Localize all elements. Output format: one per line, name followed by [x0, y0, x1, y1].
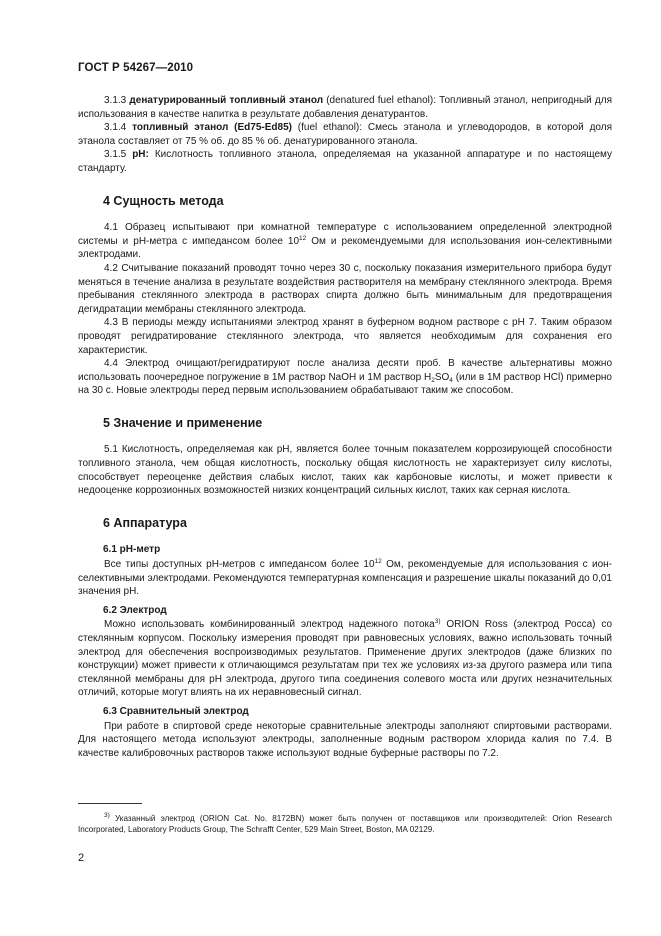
definition-number: 3.1.4 — [104, 122, 127, 134]
footnote-reference[interactable]: 3) — [434, 618, 441, 626]
definition-term: pH: — [132, 149, 149, 161]
text-run: Можно использовать комбинированный электрод надежного потока — [104, 619, 435, 631]
definition-text: (fuel ethanol): Смесь этанола и углеводородов, в которой доля этанола составляет от 75 % об. до 85 % об. денатурированного этанола. — [78, 122, 612, 147]
standard-header: ГОСТ Р 54267—2010 — [78, 62, 194, 74]
superscript: 12 — [374, 558, 382, 566]
subsection-6-1-heading: 6.1 pH-метр — [103, 544, 161, 556]
superscript: 12 — [299, 234, 307, 242]
text-run: Ом, рекомендуемые для использования с ион-селективными электродами. Рекомендуются температурная компенсация и разрешение шкалы показаний до 0,01 значения pH. — [78, 559, 613, 598]
definition-term: топливный этанол (Ed75-Ed85) — [132, 122, 292, 134]
section-4-heading: 4 Сущность метода — [103, 193, 224, 208]
definition-3-1-3 — [78, 94, 612, 121]
paragraph-5-1: 5.1 Кислотность, определяемая как pH, является более точным показателем коррозирующей способности топливного этанола, чем общая кислотность, поскольку общая кислотность не характеризует силу кислоты, способствует переоценке действия слабых кислот, таких как карбоновые кислоты, и может привести к недооценке коррозионных возможностей низких концентраций сильных кислот, таких как серная кислота. — [78, 444, 612, 497]
paragraph-6-2 — [78, 618, 612, 700]
paragraph-4-3: 4.3 В периоды между испытаниями электрод хранят в буферном водном растворе с pH 7. Таким образом проводят регидратирование стеклянного электрода, что является необходимым для сохранения его характеристик. — [78, 317, 612, 356]
paragraph-4-2: 4.2 Считывание показаний проводят точно через 30 с, поскольку показания измерительного прибора будут меняться в течение анализа в результате воздействия растворителя на мембрану стеклянного электрода. Время пребывания стеклянного электрода в растворах спирта должно быть минимальным для предотвращения дегидратации мембраны стеклянного электрода. — [78, 262, 612, 315]
section-6-heading: 6 Аппаратура — [103, 515, 187, 530]
definition-3-1-5 — [78, 148, 612, 175]
subsection-6-3-heading: 6.3 Сравнительный электрод — [103, 705, 249, 717]
definition-3-1-4 — [78, 121, 612, 148]
paragraph-4-4 — [78, 357, 612, 398]
text-run: Все типы доступных pH-метров с импедансом более 10 — [104, 559, 375, 571]
paragraph-4-1 — [78, 221, 612, 262]
subscript: 2 — [431, 376, 435, 384]
footnote-text: Указанный электрод (ORION Cat. No. 8172BN) может быть получен от поставщиков или производителей: Orion Research Incorporated, Laboratory Products Group, The Schrafft Center, 529 Main Street, Boston, MA 02129. — [78, 814, 612, 834]
text-run: ORION Ross (электрод Росса) со стеклянным корпусом. Поскольку измерения проводят при равновесных условиях, важно использовать точный электрод для обеспечения воспроизводимых результатов. Применение других электродов (даже близких по конструкции) может привести к отличающимся результатам при тех же условиях из-за другого размера или типа стеклянной мембраны для pH электрода, другого типа соединения солевого моста или других незначительных отличий, которые могут влиять на их неравновесный сигнал. — [78, 619, 612, 699]
paragraph-6-1 — [78, 558, 612, 599]
subsection-6-2-heading: 6.2 Электрод — [103, 604, 167, 616]
definition-number: 3.1.5 — [104, 149, 127, 161]
definition-text: (denatured fuel ethanol): Топливный этанол, непригодный для использования в качестве напитка в результате добавления денатурантов. — [78, 95, 612, 120]
subscript: 4 — [449, 376, 453, 384]
text-run: 4.1 Образец испытывают при комнатной температуре с использованием определенной электродной системы и pH-метра с импедансом более 10 — [78, 222, 612, 247]
footnote — [78, 813, 612, 835]
definition-number: 3.1.3 — [104, 95, 127, 106]
footnote-mark: 3) — [104, 812, 110, 819]
text-run: Ом и рекомендуемыми для использования ион-селективными электродами. — [78, 235, 612, 261]
definition-text: Кислотность топливного этанола, определяемая на указанной аппаратуре и по настоящему стандарту. — [78, 149, 613, 174]
page-number: 2 — [78, 852, 85, 864]
text-run: (или в 1М раствор HCl) примерно на 30 с. Новые электроды перед первым использованием обрабатывают таким же способом. — [78, 371, 612, 397]
text-run: 4.4 Электрод очищают/регидратируют после анализа десяти проб. В качестве альтернативы можно использовать поочередное погружение в 1М раствор NaOH и 1М раствор H — [78, 358, 612, 383]
paragraph-6-3: При работе в спиртовой среде некоторые сравнительные электроды заполняют спиртовыми растворами. Для настоящего метода используют электроды, заполненные водным раствором хлорида калия по 7.4. В качестве калибровочных растворов также используют водные буферные растворы по 7.2. — [78, 720, 612, 759]
footnote-divider — [78, 803, 142, 804]
definition-term: денатурированный топливный этанол — [129, 95, 324, 106]
text-run: SO — [434, 371, 450, 383]
section-5-heading: 5 Значение и применение — [103, 415, 263, 430]
document-body — [78, 94, 612, 760]
